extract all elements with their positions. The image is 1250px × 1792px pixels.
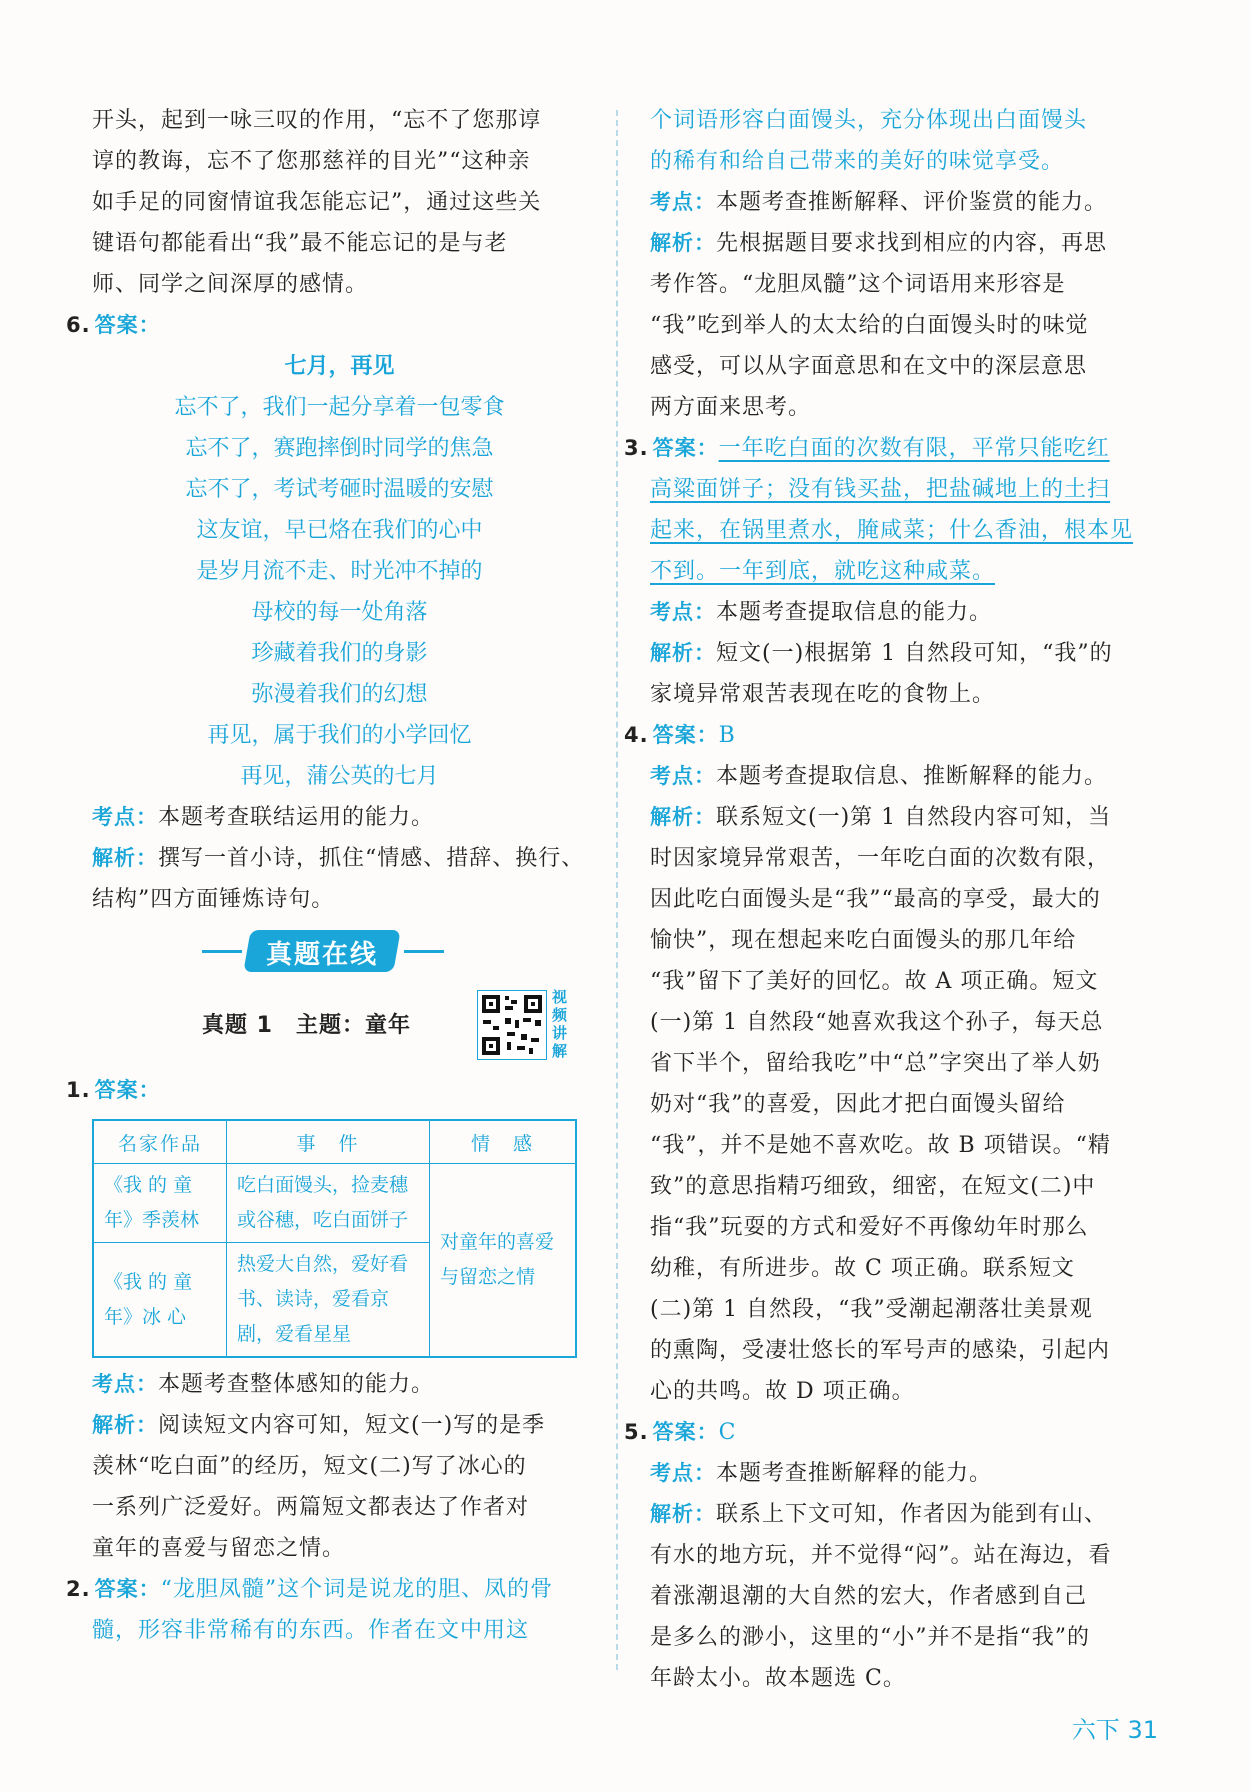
jiexi-line: 致”的意思指精巧细致，细密，在短文(二)中 [650,1174,1096,1199]
table-row [93,1164,576,1243]
jiexi-line: 奶对“我”的喜爱，因此才把白面馒头留给 [650,1092,1066,1117]
banner-title: 真题在线 [265,940,378,970]
intro-line: 开头，起到一咏三叹的作用，“忘不了您那谆 [92,108,542,133]
poem-line: 再见，属于我们的小学回忆 [207,723,472,748]
jiexi-line: “我”吃到举人的太太给的白面馒头时的味觉 [650,313,1089,338]
question-number: 1. [66,1078,91,1102]
grade-label: 六下 [1071,1716,1120,1744]
kaodian-tag: 考点： [650,190,716,214]
intro-line: 键语句都能看出“我”最不能忘记的是与老 [92,231,508,256]
jiexi [650,1494,1155,1535]
table-cell-event: 吃白面馒头，捡麦穗或谷穗，吃白面饼子 [227,1164,430,1243]
kaodian-tag: 考点： [650,764,716,788]
poem-line: 忘不了，我们一起分享着一包零食 [174,395,505,420]
jiexi-text: 阅读短文内容可知，短文(一)写的是季 [158,1413,546,1438]
poem-line: 弥漫着我们的幻想 [251,682,428,707]
kaodian-text: 本题考查整体感知的能力。 [158,1372,435,1397]
kaodian-text: 本题考查推断解释的能力。 [716,1461,993,1486]
jiexi-tag: 解析： [650,1502,716,1526]
jiexi-text: 先根据题目要求找到相应的内容，再思 [716,231,1108,256]
q6-answer-label [66,305,587,346]
jiexi-line: 家境异常艰苦表现在吃的食物上。 [650,682,996,707]
question-number: 3. [624,436,649,460]
jiexi-line: 一系列广泛爱好。两篇短文都表达了作者对 [92,1495,530,1520]
q5-answer [624,1412,1155,1453]
right-column [624,100,1155,1699]
question-number: 5. [624,1420,649,1444]
jiexi-line: 时因家境异常艰苦，一年吃白面的次数有限， [650,846,1111,871]
jiexi [92,838,587,879]
section-banner [92,924,587,984]
jiexi-line: 是多么的渺小，这里的“小”并不是指“我”的 [650,1625,1090,1650]
table-cell-event: 热爱大自然，爱好看书、读诗，爱看京剧，爱看星星 [227,1243,430,1358]
heading-row [92,990,587,1070]
column-divider [616,110,618,1670]
poem-line: 是岁月流不走、时光冲不掉的 [196,559,483,584]
jiexi-line: 两方面来思考。 [650,395,812,420]
table-header: 情 感 [430,1120,577,1164]
jiexi-text: 撰写一首小诗，抓住“情感、措辞、换行、 [158,846,585,871]
answer-tag: 答案： [94,313,161,337]
page-footer [1072,1710,1158,1745]
jiexi-line: 考作答。“龙胆凤髓”这个词语用来形容是 [650,272,1066,297]
answer-line: 起来，在锅里煮水，腌咸菜；什么香油，根本见 [650,518,1134,543]
q1-answer-label [66,1070,587,1111]
jiexi-text: 联系短文(一)第 1 自然段内容可知，当 [716,805,1112,830]
answer-tag: 答案： [94,1078,161,1102]
kaodian-tag: 考点： [650,1461,716,1485]
jiexi-line: 羡林“吃白面”的经历，短文(二)写了冰心的 [92,1454,527,1479]
jiexi-line: 童年的喜爱与留恋之情。 [92,1536,346,1561]
question-number: 4. [624,723,649,747]
answer-tag: 答案： [652,723,719,747]
kaodian-text: 本题考查推断解释、评价鉴赏的能力。 [716,190,1108,215]
kaodian-tag: 考点： [92,1372,158,1396]
answer-tag: 答案： [94,1577,161,1601]
banner-deco-right [404,950,444,953]
answer-choice: B [718,723,736,748]
kaodian [92,797,587,838]
works-table [92,1119,577,1358]
jiexi-tag: 解析： [92,846,158,870]
kaodian [92,1364,587,1405]
banner-deco-left [202,950,242,953]
kaodian-text: 本题考查联结运用的能力。 [158,805,435,830]
kaodian [650,182,1155,223]
q4-answer [624,715,1155,756]
kaodian-text: 本题考查提取信息、推断解释的能力。 [716,764,1108,789]
jiexi-line: 指“我”玩耍的方式和爱好不再像幼年时那么 [650,1215,1089,1240]
table-cell-work: 《我 的 童 年》冰 心 [93,1243,227,1358]
jiexi-line: 因此吃白面馒头是“我”“最高的享受，最大的 [650,887,1101,912]
kaodian [650,592,1155,633]
jiexi-line: 的熏陶，受凄壮悠长的军号声的感染，引起内 [650,1338,1111,1363]
jiexi-tag: 解析： [650,231,716,255]
table-header-row [93,1120,576,1164]
q3-answer [624,428,1155,469]
jiexi-line: 感受，可以从字面意思和在文中的深层意思 [650,354,1088,379]
table-header: 名家作品 [93,1120,227,1164]
poem-line: 忘不了，赛跑摔倒时同学的焦急 [185,436,494,461]
page-number: 31 [1127,1716,1158,1744]
jiexi-line: “我”留下了美好的回忆。故 A 项正确。短文 [650,969,1099,994]
intro-line: 谆的教诲，忘不了您那慈祥的目光”“这种亲 [92,149,531,174]
answer-line: 不到。一年到底，就吃这种咸菜。 [650,559,996,584]
jiexi-line: 幼稚，有所进步。故 C 项正确。联系短文 [650,1256,1075,1281]
video-explanation-label: 视频讲解 [552,988,568,1060]
poem-line: 忘不了，考试考砸时温暖的安慰 [185,477,494,502]
left-column [66,100,587,1651]
jiexi-line: 愉快”，现在想起来吃白面馒头的那几年给 [650,928,1077,953]
table-cell-feeling: 对童年的喜爱与留恋之情 [430,1164,577,1358]
jiexi-tag: 解析： [650,805,716,829]
jiexi-tag: 解析： [650,641,716,665]
answer-line: 髓，形容非常稀有的东西。作者在文中用这 [92,1618,530,1643]
poem-title: 七月，再见 [284,353,395,379]
intro-line: 师、同学之间深厚的感情。 [92,272,369,297]
answer-choice: C [718,1420,737,1445]
jiexi-line: 结构”四方面锤炼诗句。 [92,887,335,912]
qr-code-icon[interactable] [477,990,547,1060]
question-number: 6. [66,313,91,337]
jiexi-line: 年龄太小。故本题选 C。 [650,1666,906,1691]
jiexi-line: (一)第 1 自然段“她喜欢我这个孙子，每天总 [650,1010,1104,1035]
table-header: 事 件 [227,1120,430,1164]
answer-text: “龙胆凤髓”这个词是说龙的胆、凤的骨 [160,1577,554,1602]
jiexi [650,633,1155,674]
poem-line: 珍藏着我们的身影 [251,641,428,666]
answer-text: 一年吃白面的次数有限，平常只能吃红 [718,436,1110,461]
kaodian-tag: 考点： [650,600,716,624]
table-cell-work: 《我 的 童 年》季羡林 [93,1164,227,1243]
kaodian [650,1453,1155,1494]
jiexi [650,223,1155,264]
jiexi-tag: 解析： [92,1413,158,1437]
answer-line: 高粱面饼子；没有钱买盐，把盐碱地上的土扫 [650,477,1111,502]
answer-line: 个词语形容白面馒头，充分体现出白面馒头 [650,108,1088,133]
kaodian-text: 本题考查提取信息的能力。 [716,600,993,625]
poem-line: 母校的每一处角落 [251,600,428,625]
section-heading: 真题 1 主题：童年 [202,1013,411,1038]
poem-line: 这友谊，早已烙在我们的心中 [196,518,483,543]
jiexi-text: 短文(一)根据第 1 自然段可知，“我”的 [716,641,1113,666]
jiexi-line: 有水的地方玩，并不觉得“闷”。站在海边，看 [650,1543,1112,1568]
question-number: 2. [66,1577,91,1601]
jiexi [650,797,1155,838]
answer-tag: 答案： [652,436,719,460]
jiexi-line: 心的共鸣。故 D 项正确。 [650,1379,915,1404]
poem-line: 再见，蒲公英的七月 [240,764,439,789]
q2-answer [66,1569,587,1610]
jiexi-line: 着涨潮退潮的大自然的宏大，作者感到自己 [650,1584,1088,1609]
kaodian-tag: 考点： [92,805,158,829]
jiexi-text: 联系上下文可知，作者因为能到有山、 [716,1502,1108,1527]
jiexi-line: (二)第 1 自然段，“我”受潮起潮落壮美景观 [650,1297,1093,1322]
jiexi-line: “我”，并不是她不喜欢吃。故 B 项错误。“精 [650,1133,1111,1158]
jiexi [92,1405,587,1446]
jiexi-line: 省下半个，留给我吃”中“总”字突出了举人奶 [650,1051,1101,1076]
intro-line: 如手足的同窗情谊我怎能忘记”，通过这些关 [92,190,542,215]
kaodian [650,756,1155,797]
answer-line: 的稀有和给自己带来的美好的味觉享受。 [650,149,1065,174]
answer-tag: 答案： [652,1420,719,1444]
